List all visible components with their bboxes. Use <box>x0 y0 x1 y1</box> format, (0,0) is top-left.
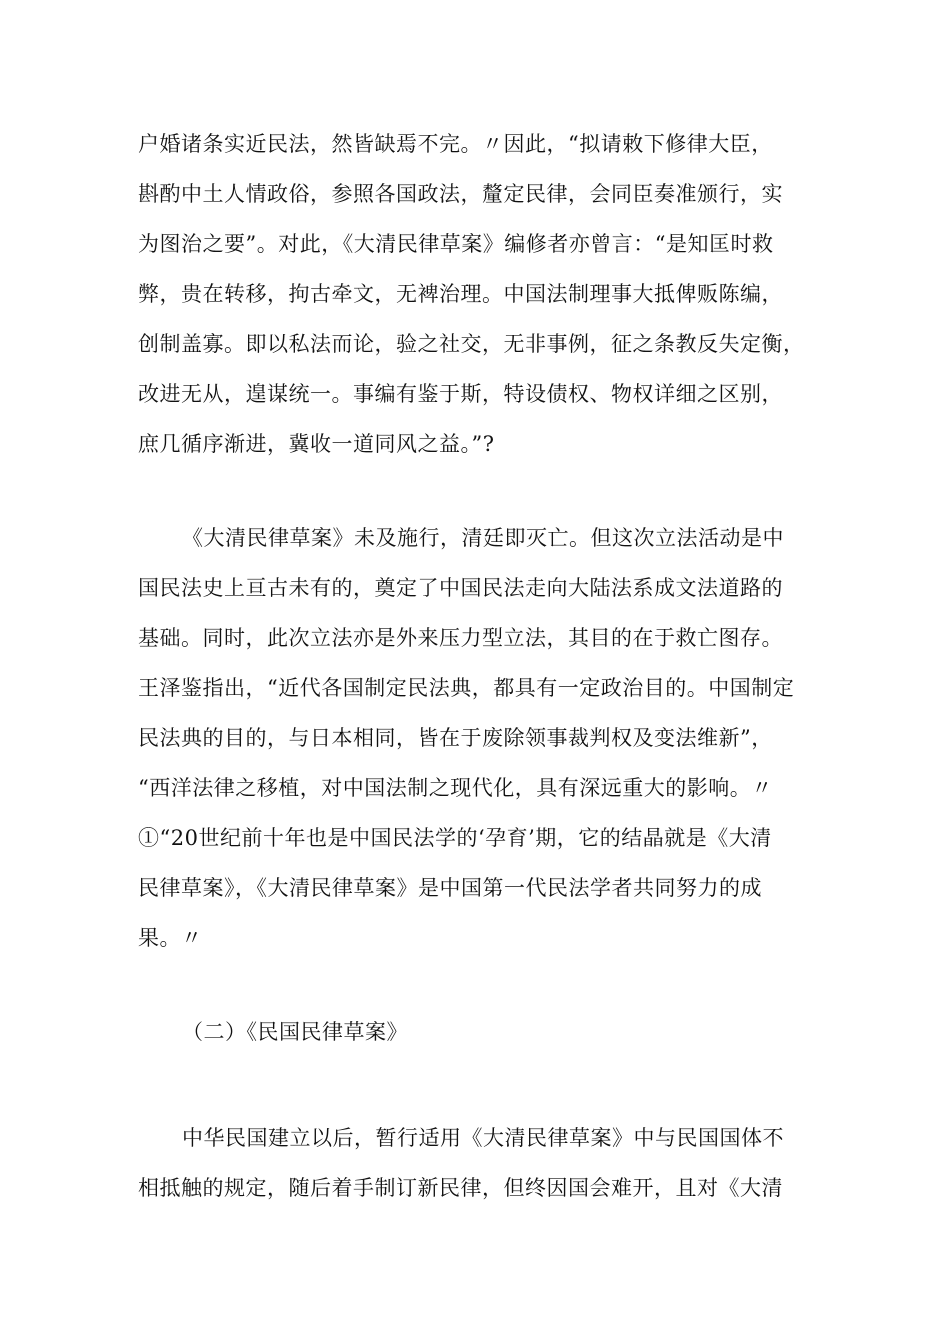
text-line: 国民法史上亘古未有的，奠定了中国民法走向大陆法系成文法道路的 <box>138 576 783 600</box>
text-line: 基础。同时，此次立法亦是外来压力型立法，其目的在于救亡图存。 <box>138 626 783 650</box>
text-line: 庶几循序渐进，冀收一道同风之益。”? <box>138 432 495 456</box>
text-line: ①“20世纪前十年也是中国民法学的‘孕育’期，它的结晶就是《大清 <box>138 826 772 850</box>
text-line: 相抵触的规定，随后着手制订新民律，但终因国会难开，且对《大清 <box>138 1176 783 1200</box>
text-line: 民法典的目的，与日本相同，皆在于废除领事裁判权及变法维新”， <box>138 726 773 750</box>
text-line: 斟酌中土人情政俗，参照各国政法，釐定民律，会同臣奏准颁行，实 <box>138 182 783 206</box>
text-line: 弊，贵在转移，拘古牵文，无裨治理。中国法制理事大抵俾贩陈编， <box>138 282 783 306</box>
text-line: 创制盖寡。即以私法而论，验之社交，无非事例，征之条教反失定衡， <box>138 332 805 356</box>
text-line: 改进无从，遑谋统一。事编有鉴于斯，特设债权、物权详细之区别， <box>138 382 783 406</box>
text-line: 为图治之要”。对此，《大清民律草案》编修者亦曾言：“是知匡时救 <box>138 232 774 256</box>
text-line: 民律草案》，《大清民律草案》是中国第一代民法学者共同努力的成 <box>138 876 762 900</box>
section-heading: （二）《民国民律草案》 <box>182 1020 408 1044</box>
text-line: “西洋法律之移植，对中国法制之现代化，具有深远重大的影响。〃 <box>138 776 773 800</box>
text-line: 户婚诸条实近民法，然皆缺焉不完。〃因此，“拟请敕下修律大臣， <box>138 132 773 156</box>
text-line: 王泽鉴指出，“近代各国制定民法典，都具有一定政治目的。中国制定 <box>138 676 795 700</box>
text-line: 中华民国建立以后，暂行适用《大清民律草案》中与民国国体不 <box>182 1126 784 1150</box>
text-line: 《大清民律草案》未及施行，清廷即灭亡。但这次立法活动是中 <box>182 526 784 550</box>
text-line: 果。〃 <box>138 926 203 950</box>
